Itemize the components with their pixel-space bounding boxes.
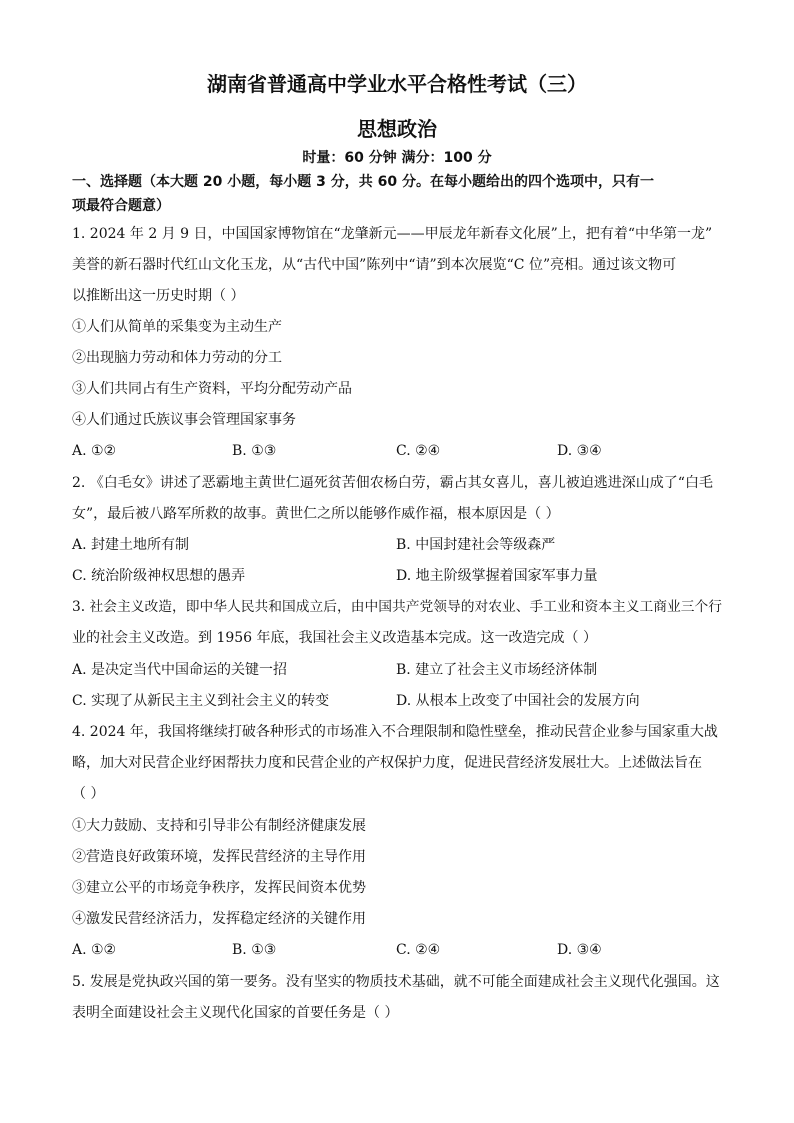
q2-option-b: B. 中国封建社会等级森严 bbox=[396, 537, 556, 553]
q1-statement-3: ③人们共同占有生产资料，平均分配劳动产品 bbox=[72, 381, 352, 397]
q1-option-a: A. ①② bbox=[72, 443, 117, 459]
q1-stem-line3: 以推断出这一历史时期（ ） bbox=[72, 288, 245, 304]
q1-statement-2: ②出现脑力劳动和体力劳动的分工 bbox=[72, 350, 282, 366]
q4-option-b: B. ①③ bbox=[232, 942, 277, 958]
q1-option-d: D. ③④ bbox=[557, 443, 602, 459]
q1-stem-line2: 美誉的新石器时代红山文化玉龙，从“古代中国”陈列中“请”到本次展览“C 位”亮相。通过该文物可 bbox=[72, 257, 677, 273]
q1-option-b: B. ①③ bbox=[232, 443, 277, 459]
q1-stem-line1: 1. 2024 年 2 月 9 日，中国国家博物馆在“龙肇新元——甲辰龙年新春文化展”上，把有着“中华第一龙” bbox=[72, 226, 713, 242]
q2-option-c: C. 统治阶级神权思想的愚弄 bbox=[72, 568, 246, 584]
q3-stem-line2: 业的社会主义改造。到 1956 年底，我国社会主义改造基本完成。这一改造完成（ ） bbox=[72, 630, 597, 646]
q4-option-c: C. ②④ bbox=[396, 942, 441, 958]
q2-option-a: A. 封建土地所有制 bbox=[72, 537, 190, 553]
q1-option-c: C. ②④ bbox=[396, 443, 441, 459]
q3-option-a: A. 是决定当代中国命运的关键一招 bbox=[72, 662, 288, 678]
q2-stem-line1: 2. 《白毛女》讲述了恶霸地主黄世仁逼死贫苦佃农杨白劳，霸占其女喜儿，喜儿被迫逃进深山成了“白毛 bbox=[72, 475, 713, 491]
time-score-info: 时量：60 分钟 满分：100 分 bbox=[302, 150, 492, 166]
q1-statement-4: ④人们通过氏族议事会管理国家事务 bbox=[72, 412, 296, 428]
q4-statement-4: ④激发民营经济活力，发挥稳定经济的关键作用 bbox=[72, 911, 366, 927]
section-heading-line2: 项最符合题意） bbox=[72, 198, 170, 214]
q1-statement-1: ①人们从简单的采集变为主动生产 bbox=[72, 319, 282, 335]
q4-statement-3: ③建立公平的市场竞争秩序，发挥民间资本优势 bbox=[72, 880, 366, 896]
q4-stem-line2: 略，加大对民营企业纾困帮扶力度和民营企业的产权保护力度，促进民营经济发展壮大。上述做法旨在 bbox=[72, 755, 702, 771]
q5-stem-line2: 表明全面建设社会主义现代化国家的首要任务是（ ） bbox=[72, 1005, 399, 1021]
q2-option-d: D. 地主阶级掌握着国家军事力量 bbox=[396, 568, 598, 584]
q3-option-b: B. 建立了社会主义市场经济体制 bbox=[396, 662, 598, 678]
section-heading-line1: 一、选择题（本大题 20 小题，每小题 3 分，共 60 分。在每小题给出的四个选项中，只有一 bbox=[72, 174, 654, 190]
q4-stem-line3: （ ） bbox=[72, 786, 105, 802]
q4-statement-2: ②营造良好政策环境，发挥民营经济的主导作用 bbox=[72, 849, 366, 865]
q3-stem-line1: 3. 社会主义改造，即中华人民共和国成立后，由中国共产党领导的对农业、手工业和资本主义工商业三个行 bbox=[72, 599, 722, 615]
q3-option-d: D. 从根本上改变了中国社会的发展方向 bbox=[396, 693, 640, 709]
q4-option-a: A. ①② bbox=[72, 942, 117, 958]
subject-title: 思想政治 bbox=[357, 117, 437, 141]
q5-stem-line1: 5. 发展是党执政兴国的第一要务。没有坚实的物质技术基础，就不可能全面建成社会主义现代化强国。这 bbox=[72, 974, 720, 990]
q3-option-c: C. 实现了从新民主主义到社会主义的转变 bbox=[72, 693, 330, 709]
q4-stem-line1: 4. 2024 年，我国将继续打破各种形式的市场准入不合理限制和隐性壁垒，推动民营企业参与国家重大战 bbox=[72, 724, 718, 740]
exam-title: 湖南省普通高中学业水平合格性考试（三） bbox=[207, 72, 587, 96]
q4-statement-1: ①大力鼓励、支持和引导非公有制经济健康发展 bbox=[72, 818, 366, 834]
q2-stem-line2: 女”，最后被八路军所救的故事。黄世仁之所以能够作威作福，根本原因是（ ） bbox=[72, 506, 560, 522]
q4-option-d: D. ③④ bbox=[557, 942, 602, 958]
